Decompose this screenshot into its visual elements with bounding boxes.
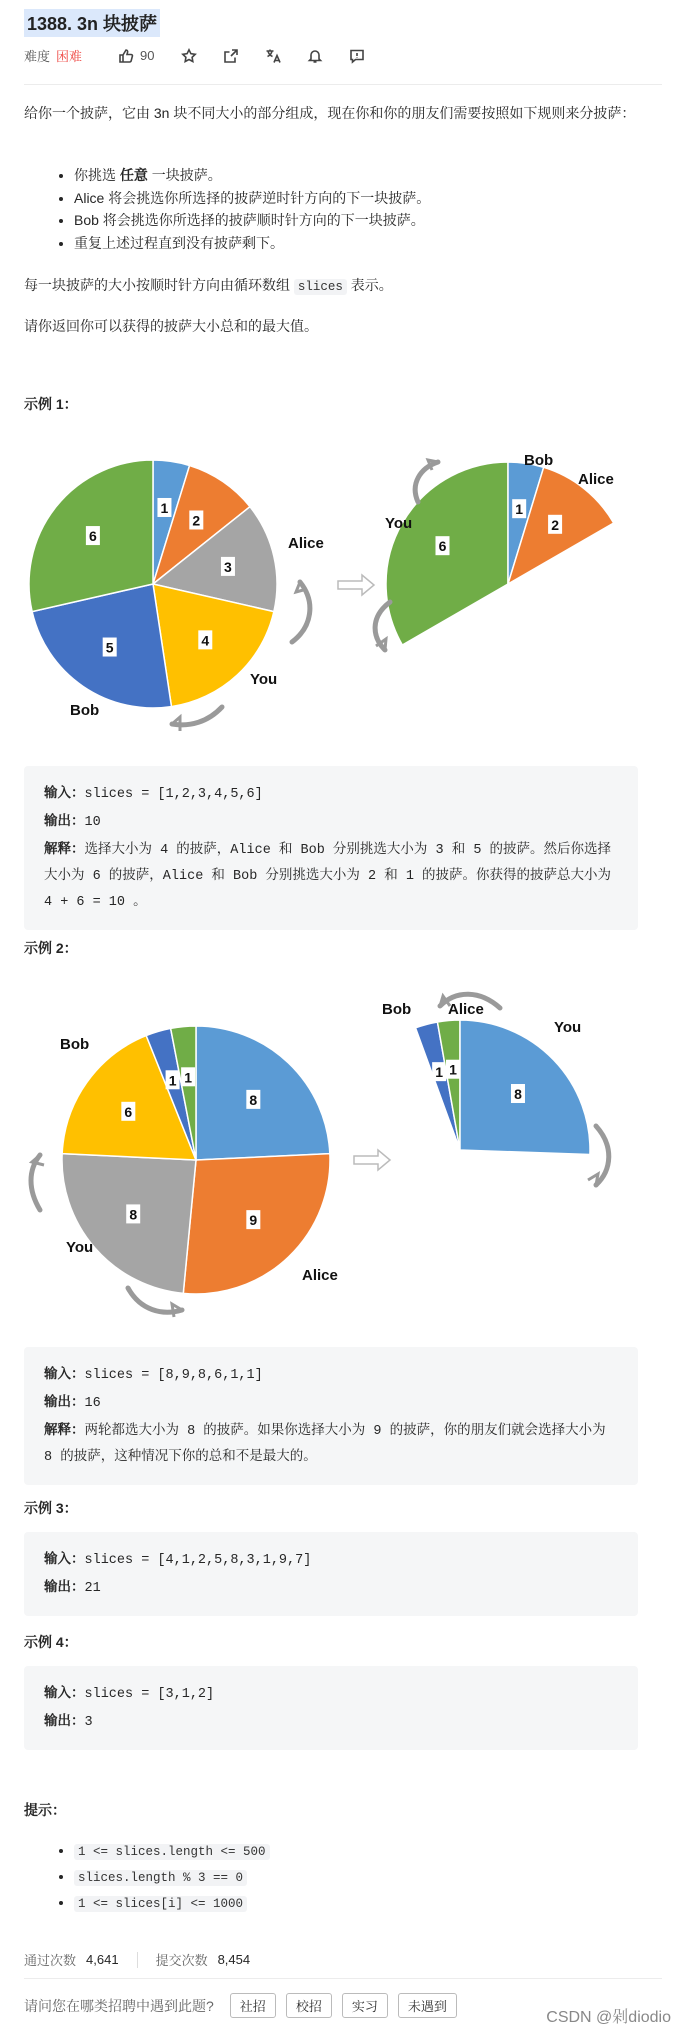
difficulty-label: 难度 (24, 49, 51, 64)
example-2-figure (0, 970, 683, 1340)
example-1-figure (0, 432, 683, 742)
hint-item: • 1 <= slices.length <= 500 (74, 1838, 270, 1864)
description-goal: 请你返回你可以获得的披萨大小总和的最大值。 (24, 318, 318, 334)
slice-label: 1 (449, 1061, 457, 1078)
pie-slice (460, 1020, 590, 1155)
example-2-left-pie (62, 1026, 330, 1294)
player-label-you: You (554, 1019, 582, 1036)
favorite-button[interactable] (181, 48, 197, 64)
interview-question: 请问您在哪类招聘中遇到此题? (24, 1997, 214, 2014)
example-2-code-block: 输入：slices = [8,9,8,6,1,1] 输出：16 解释：两轮都选大小为 8 的披萨。如果你选择大小为 9 的披萨，你的朋友们就会选择大小为 8 的披萨，这种情况下你的总和不是最大的。 (24, 1347, 638, 1485)
slice-label: 8 (129, 1206, 138, 1223)
example-4-code-block: 输入：slices = [3,1,2] 输出：3 (24, 1666, 638, 1750)
player-label-bob: Bob (524, 452, 554, 469)
player-label-alice: Alice (578, 471, 614, 488)
accepted-label: 通过次数 (24, 1953, 77, 1968)
bell-icon (307, 48, 323, 64)
slice-label: 1 (168, 1072, 177, 1089)
slice-label: 2 (192, 512, 201, 529)
example-1-code-block: 输入：slices = [1,2,3,4,5,6] 输出：10 解释：选择大小为 4 的披萨，Alice 和 Bob 分别挑选大小为 3 和 5 的披萨。然后你选择大小为 6 的披萨，Alice 和 Bob 分别挑选大小为 2 和 1 的披萨。你获得的披萨总大小为 4 + 6 = 10 。 (24, 766, 638, 930)
share-button[interactable] (223, 48, 239, 64)
example-3-heading: 示例 3： (24, 1500, 78, 1516)
problem-title: 1388. 3n 块披萨 (24, 9, 160, 37)
like-count: 90 (140, 48, 155, 63)
rules-list (24, 164, 664, 254)
header-divider (24, 84, 662, 85)
feedback-button[interactable] (349, 48, 365, 64)
pie-slice (196, 1026, 330, 1160)
slice-label: 3 (224, 558, 232, 575)
rule-item: • Alice 将会挑选你所选择的披萨逆时针方向的下一块披萨。 (74, 187, 664, 210)
transition-arrow-icon (354, 1150, 390, 1170)
slice-label: 9 (249, 1212, 258, 1229)
tag-campus-hire[interactable]: 校招 (286, 1993, 332, 2018)
hint-item: • slices.length % 3 == 0 (74, 1864, 270, 1890)
pie-slice (62, 1154, 196, 1294)
slice-label: 1 (184, 1069, 193, 1086)
problem-meta-bar (24, 46, 391, 65)
rule-item: • Bob 将会挑选你所选择的披萨顺时针方向的下一块披萨。 (74, 209, 664, 232)
star-icon (181, 48, 197, 64)
example-4-heading: 示例 4： (24, 1634, 78, 1650)
tag-social-hire[interactable]: 社招 (230, 1993, 276, 2018)
slice-label: 8 (514, 1086, 522, 1103)
player-label-alice: Alice (302, 1267, 338, 1284)
rule-item: • 重复上述过程直到没有披萨剩下。 (74, 232, 664, 255)
player-label-you: You (385, 515, 413, 532)
slice-label: 1 (435, 1064, 444, 1081)
tag-not-encountered[interactable]: 未遇到 (398, 1993, 457, 2018)
player-label-bob: Bob (60, 1036, 90, 1053)
example-1-right-pie (386, 462, 614, 645)
submissions-label: 提交次数 (155, 1953, 208, 1968)
difficulty-badge: 困难 (56, 49, 83, 64)
example-2-right-pie (416, 1020, 590, 1155)
slice-label: 8 (249, 1091, 258, 1108)
arrow-head-icon (588, 1174, 598, 1185)
slice-label: 1 (160, 499, 169, 516)
description-intro: 给你一个披萨，它由 3n 块不同大小的部分组成，现在你和你的朋友们需要按照如下规则来分披萨： (24, 105, 636, 121)
stats-divider-line (24, 1978, 662, 1979)
like-button[interactable] (118, 48, 154, 64)
slice-label: 2 (551, 516, 559, 533)
tag-internship[interactable]: 实习 (342, 1993, 388, 2018)
slice-label: 6 (124, 1103, 133, 1120)
rule-item: • 你挑选 任意 一块披萨。 (74, 164, 664, 187)
slice-label: 1 (515, 501, 524, 518)
example-1-heading: 示例 1： (24, 396, 78, 412)
player-label-alice: Alice (448, 1001, 484, 1018)
thumbs-up-icon (118, 48, 134, 64)
stats-divider (137, 1952, 138, 1968)
slice-label: 6 (438, 538, 447, 555)
submissions-count: 8,454 (217, 1952, 251, 1967)
description-array-line: 每一块披萨的大小按顺时针方向由循环数组 slices 表示。 (24, 277, 393, 294)
share-icon (223, 48, 239, 64)
translate-button[interactable] (265, 48, 281, 64)
example-3-code-block: 输入：slices = [4,1,2,5,8,3,1,9,7] 输出：21 (24, 1532, 638, 1616)
example-1-left-pie (29, 460, 277, 708)
notify-button[interactable] (307, 48, 323, 64)
hints-list (24, 1838, 270, 1916)
slice-label: 5 (105, 639, 114, 656)
feedback-icon (349, 48, 365, 64)
interview-survey (24, 1993, 457, 2018)
hint-item: • 1 <= slices[i] <= 1000 (74, 1890, 270, 1916)
watermark: CSDN @剁diodio (546, 2009, 671, 2026)
submission-stats (24, 1950, 250, 1969)
slice-label: 6 (88, 528, 97, 545)
player-label-bob: Bob (70, 702, 100, 719)
slice-label: 4 (201, 632, 210, 649)
hints-heading: 提示： (24, 1802, 66, 1818)
accepted-count: 4,641 (86, 1952, 119, 1967)
transition-arrow-icon (338, 575, 374, 595)
player-label-bob: Bob (382, 1001, 412, 1018)
example-2-heading: 示例 2： (24, 940, 78, 956)
translate-icon (265, 48, 281, 64)
player-label-alice: Alice (288, 535, 324, 552)
player-label-you: You (250, 671, 278, 688)
player-label-you: You (66, 1239, 94, 1256)
